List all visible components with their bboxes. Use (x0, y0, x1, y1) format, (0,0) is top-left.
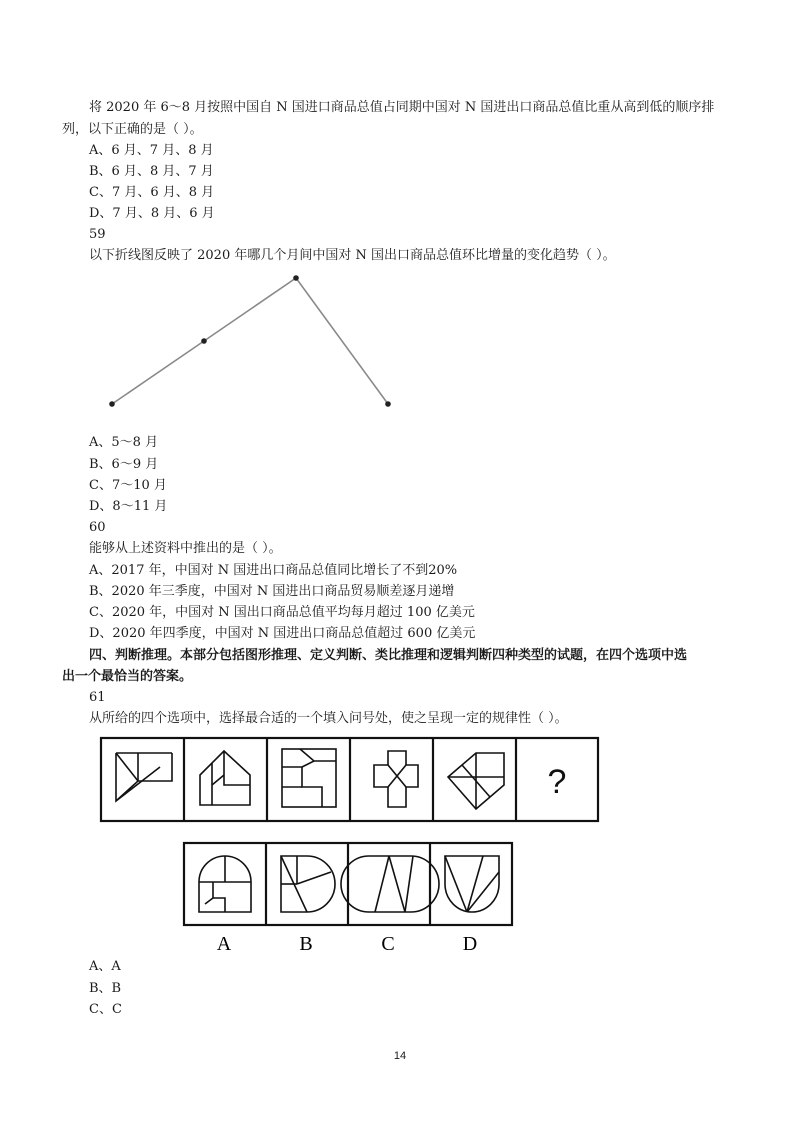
chart-point (109, 401, 115, 407)
chart-point (201, 338, 207, 344)
trend-line-chart (100, 268, 400, 418)
q60-option-c: C、2020 年，中国对 N 国出口商品总值平均每月超过 100 亿美元 (89, 605, 475, 620)
q59-option-a: A、5～8 月 (89, 435, 159, 450)
q61-stem: 从所给的四个选项中，选择最合适的一个填入问号处，使之呈现一定的规律性（ ）。 (89, 711, 568, 726)
choice-figures-row (183, 842, 515, 928)
choice-figure-a (199, 856, 251, 912)
sequence-figure-1 (116, 753, 172, 801)
sequence-figure-3 (282, 749, 336, 807)
sequence-figure-2 (200, 751, 250, 805)
question-mark: ? (547, 763, 567, 801)
q60-option-a: A、2017 年，中国对 N 国进出口商品总值同比增长了不到20% (89, 563, 458, 578)
q59-option-b: B、6～9 月 (89, 457, 159, 472)
q58-option-a: A、6 月、7 月、8 月 (89, 143, 214, 158)
choice-figure-b (281, 856, 335, 912)
q61-option-a: A、A (89, 959, 121, 974)
q58-stem-line1: 将 2020 年 6～8 月按照中国自 N 国进口商品总值占同期中国对 N 国进出口商品总值比重从高到低的顺序排 (89, 100, 715, 115)
q60-option-b: B、2020 年三季度，中国对 N 国进出口商品贸易顺差逐月递增 (89, 584, 455, 599)
choice-label-d: D (462, 933, 478, 955)
sequence-figure-5 (448, 753, 504, 809)
q61-option-c: C、C (89, 1002, 122, 1017)
q59-option-c: C、7～10 月 (89, 478, 167, 493)
choice-figure-c (341, 856, 439, 912)
q58-option-c: C、7 月、6 月、8 月 (89, 185, 215, 200)
chart-point (293, 275, 299, 281)
choice-label-b: B (299, 933, 313, 955)
q60-option-d: D、2020 年四季度，中国对 N 国进出口商品总值超过 600 亿美元 (89, 626, 476, 641)
q61-number: 61 (89, 690, 106, 705)
sequence-figure-4 (374, 751, 418, 807)
q61-option-b: B、B (89, 981, 122, 996)
q58-option-d: D、7 月、8 月、6 月 (89, 206, 215, 221)
q58-option-b: B、6 月、8 月、7 月 (89, 164, 214, 179)
section-heading-line1: 四、判断推理。本部分包括图形推理、定义判断、类比推理和逻辑判断四种类型的试题，在四个选项中选 (89, 648, 688, 663)
page-number: 14 (393, 1050, 407, 1062)
choice-label-c: C (381, 933, 395, 955)
chart-series-line (112, 278, 388, 404)
chart-point (385, 401, 391, 407)
choice-figure-d (445, 856, 499, 912)
q59-number: 59 (89, 227, 106, 242)
q58-stem-line2: 列，以下正确的是（ ）。 (62, 122, 203, 137)
q59-stem: 以下折线图反映了 2020 年哪几个月间中国对 N 国出口商品总值环比增量的变化趋势（ ）。 (89, 248, 616, 263)
section-heading-line2: 出一个最恰当的答案。 (62, 669, 193, 684)
choice-label-a: A (216, 933, 232, 955)
q60-stem: 能够从上述资料中推出的是（ ）。 (89, 541, 282, 556)
q60-number: 60 (89, 520, 106, 535)
q59-option-d: D、8～11 月 (89, 499, 168, 514)
figure-sequence-row (100, 737, 600, 823)
choice-labels (183, 928, 515, 958)
